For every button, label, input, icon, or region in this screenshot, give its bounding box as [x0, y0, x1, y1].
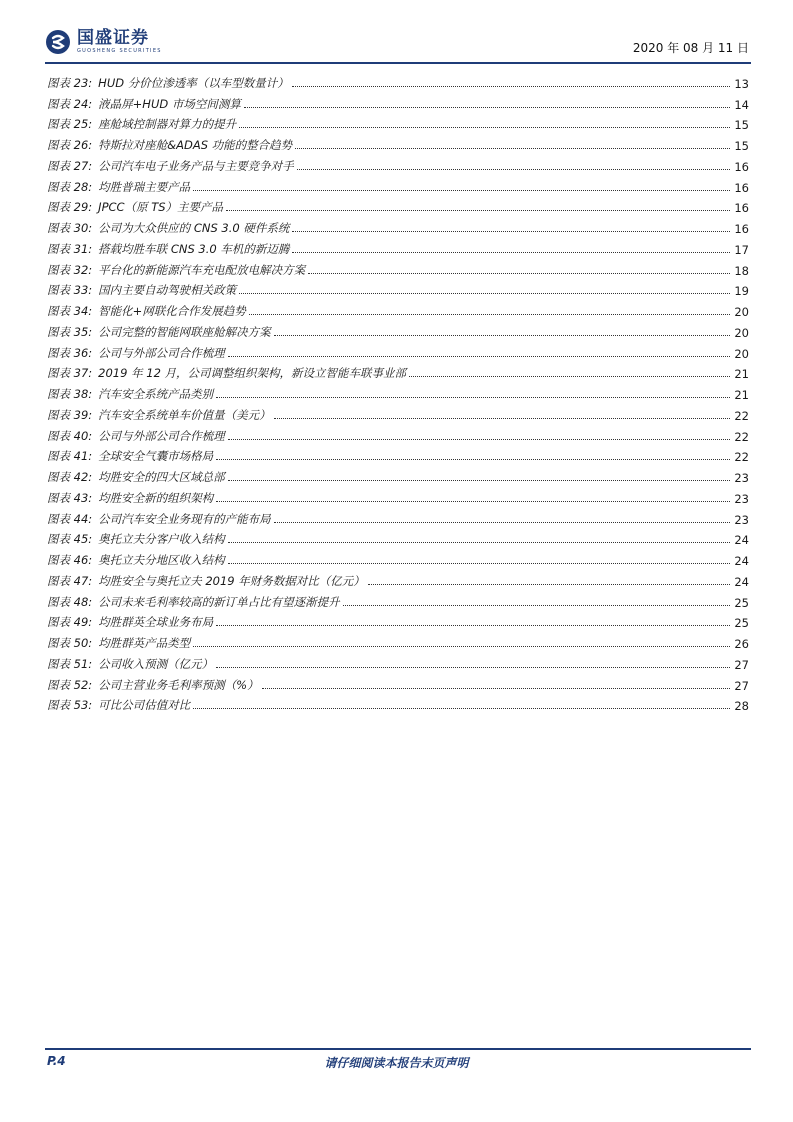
- toc-leader-dots: [292, 252, 730, 253]
- toc-entry[interactable]: [47, 568, 749, 589]
- toc-entry-title: 均胜群英全球业务布局: [98, 615, 214, 630]
- toc-entry[interactable]: [47, 381, 749, 402]
- toc-leader-dots: [297, 169, 730, 170]
- toc-entry-title: 液晶屏+HUD 市场空间测算: [98, 96, 241, 111]
- toc-entry-title: 2019 年 12 月，公司调整组织架构，新设立智能车联事业部: [98, 366, 407, 381]
- toc-entry-title: 汽车安全系统产品类别: [98, 387, 214, 401]
- company-name-en: GUOSHENG SECURITIES: [77, 48, 162, 54]
- toc-entry-title: 可比公司估值对比: [98, 698, 191, 713]
- toc-leader-dots: [409, 376, 730, 377]
- toc-leader-dots: [216, 667, 730, 668]
- toc-leader-dots: [343, 605, 730, 606]
- disclaimer-note: 请仔细阅读本报告末页声明: [324, 1056, 469, 1070]
- toc-leader-dots: [274, 335, 730, 336]
- toc-entry-label: 图表 42:: [47, 470, 93, 484]
- toc-entry-page: 18: [734, 263, 749, 278]
- toc-leader-dots: [368, 584, 730, 585]
- toc-entry[interactable]: [47, 257, 749, 278]
- toc-entry[interactable]: [47, 423, 749, 444]
- toc-entry-page: 16: [734, 222, 749, 236]
- toc-entry-page: 23: [734, 512, 749, 527]
- toc-entry-page: 24: [734, 533, 749, 548]
- toc-entry-page: 16: [734, 201, 749, 216]
- toc-entry-title: 国内主要自动驾驶相关政策: [98, 283, 237, 298]
- toc-entry-title: 均胜普瑞主要产品: [98, 179, 191, 194]
- toc-entry-title: 公司收入预测（亿元）: [98, 656, 214, 671]
- toc-entry-label: 图表 40:: [47, 428, 93, 443]
- header-divider: [45, 62, 751, 64]
- report-date: 2020 年 08 月 11 日: [632, 41, 749, 55]
- toc-leader-dots: [193, 708, 730, 709]
- toc-entry[interactable]: [47, 195, 749, 216]
- toc-leader-dots: [239, 293, 730, 294]
- toc-entry-page: 20: [734, 325, 749, 340]
- toc-leader-dots: [295, 148, 730, 149]
- footer-divider: [45, 1048, 751, 1050]
- toc-entry-title: 公司未来毛利率较高的新订单占比有望逐渐提升: [98, 594, 340, 609]
- toc-entry-page: 25: [734, 616, 749, 631]
- toc-entry-page: 26: [734, 637, 749, 651]
- toc-entry[interactable]: [47, 672, 749, 693]
- toc-leader-dots: [262, 688, 730, 689]
- toc-entry-title: 公司为大众供应的 CNS 3.0 硬件系统: [98, 221, 290, 235]
- toc-entry[interactable]: [47, 547, 749, 568]
- toc-entry[interactable]: [47, 444, 749, 465]
- toc-entry-page: 25: [734, 595, 749, 610]
- toc-entry-label: 图表 44:: [47, 511, 93, 526]
- toc-leader-dots: [228, 563, 730, 564]
- toc-entry-title: 搭载均胜车联 CNS 3.0 车机的新迈腾: [98, 241, 290, 256]
- toc-entry-title: 公司与外部公司合作梳理: [98, 345, 225, 360]
- toc-entry-page: 21: [734, 367, 749, 382]
- toc-entry[interactable]: [47, 112, 749, 133]
- toc-entry-page: 14: [734, 97, 749, 112]
- toc-entry-title: 奥托立夫分地区收入结构: [98, 553, 225, 567]
- toc-entry[interactable]: [47, 215, 749, 236]
- toc-entry[interactable]: [47, 464, 749, 485]
- toc-entry-title: 均胜群英产品类型: [98, 636, 191, 650]
- toc-entry-title: 公司主营业务毛利率预测（%）: [98, 677, 259, 692]
- toc-entry-title: HUD 分价位渗透率（以车型数量计）: [98, 75, 289, 90]
- toc-entry[interactable]: [47, 174, 749, 195]
- toc-entry-title: 公司与外部公司合作梳理: [98, 428, 225, 443]
- toc-entry-page: 20: [734, 305, 749, 319]
- toc-entry[interactable]: [47, 651, 749, 672]
- toc-leader-dots: [249, 314, 730, 315]
- toc-entry-page: 22: [734, 450, 749, 465]
- toc-entry-page: 27: [734, 678, 749, 693]
- toc-entry-label: 图表 26:: [47, 138, 93, 152]
- company-logo: [45, 22, 162, 62]
- toc-entry-page: 21: [734, 388, 749, 402]
- toc-leader-dots: [216, 459, 730, 460]
- toc-leader-dots: [228, 356, 730, 357]
- toc-entry-label: 图表 24:: [47, 96, 93, 111]
- toc-entry[interactable]: [47, 485, 749, 506]
- toc-leader-dots: [274, 522, 730, 523]
- toc-leader-dots: [193, 190, 730, 191]
- toc-entry-label: 图表 32:: [47, 262, 93, 277]
- toc-entry-label: 图表 51:: [47, 656, 93, 671]
- company-name-cn: 国盛证券: [77, 28, 149, 48]
- toc-entry-label: 图表 43:: [47, 490, 93, 505]
- toc-leader-dots: [228, 480, 730, 481]
- toc-entry[interactable]: [47, 91, 749, 112]
- toc-entry-label: 图表 53:: [47, 698, 93, 713]
- toc-entry-label: 图表 36:: [47, 345, 93, 360]
- toc-entry-title: 特斯拉对座舱&ADAS 功能的整合趋势: [98, 138, 293, 152]
- toc-entry-page: 15: [734, 139, 749, 153]
- toc-entry-page: 28: [734, 699, 749, 714]
- toc-entry-label: 图表 34:: [47, 304, 93, 318]
- toc-entry[interactable]: [47, 630, 749, 651]
- toc-entry-title: 均胜安全的四大区域总部: [98, 470, 225, 484]
- toc-entry-label: 图表 41:: [47, 449, 93, 464]
- toc-entry[interactable]: [47, 236, 749, 257]
- toc-leader-dots: [228, 542, 730, 543]
- toc-entry-title: 均胜安全与奥托立夫 2019 年财务数据对比（亿元）: [98, 573, 365, 588]
- toc-entry[interactable]: [47, 319, 749, 340]
- toc-entry[interactable]: [47, 153, 749, 174]
- toc-leader-dots: [292, 231, 730, 232]
- toc-entry-title: 奥托立夫分客户收入结构: [98, 532, 225, 547]
- toc-leader-dots: [274, 418, 730, 419]
- toc-entry-label: 图表 52:: [47, 677, 93, 692]
- toc-entry-label: 图表 33:: [47, 283, 93, 298]
- toc-entry-label: 图表 45:: [47, 532, 93, 547]
- toc-entry[interactable]: [47, 610, 749, 631]
- toc-entry-label: 图表 49:: [47, 615, 93, 630]
- toc-entry-page: 19: [734, 284, 749, 299]
- toc-entry-page: 13: [734, 76, 749, 91]
- toc-entry-page: 16: [734, 180, 749, 195]
- toc-entry-title: 座舱域控制器对算力的提升: [98, 117, 237, 132]
- toc-entry-title: 汽车安全系统单车价值量（美元）: [98, 407, 271, 422]
- page-header: [45, 20, 751, 62]
- toc-entry[interactable]: [47, 506, 749, 527]
- toc-entry-label: 图表 48:: [47, 594, 93, 609]
- toc-entry-page: 23: [734, 491, 749, 506]
- toc-entry-page: 23: [734, 471, 749, 485]
- toc-entry[interactable]: [47, 589, 749, 610]
- toc-entry-label: 图表 28:: [47, 179, 93, 194]
- toc-entry-page: 20: [734, 346, 749, 361]
- toc-leader-dots: [193, 646, 730, 647]
- toc-entry-label: 图表 31:: [47, 241, 93, 256]
- toc-entry-label: 图表 25:: [47, 117, 93, 132]
- toc-entry-page: 22: [734, 429, 749, 444]
- toc-entry[interactable]: [47, 340, 749, 361]
- toc-entry-title: 公司完整的智能网联座舱解决方案: [98, 324, 271, 339]
- page-number: P.4: [47, 1054, 66, 1068]
- toc-leader-dots: [216, 501, 730, 502]
- toc-entry-label: 图表 27:: [47, 158, 93, 173]
- toc-entry[interactable]: [47, 70, 749, 91]
- toc-entry-label: 图表 37:: [47, 366, 93, 381]
- toc-entry-label: 图表 30:: [47, 221, 93, 235]
- toc-entry-title: 智能化+网联化合作发展趋势: [98, 304, 246, 318]
- toc-entry-label: 图表 23:: [47, 75, 93, 90]
- toc-entry-page: 15: [734, 118, 749, 133]
- toc-entry[interactable]: [47, 298, 749, 319]
- toc-leader-dots: [216, 397, 730, 398]
- toc-entry-title: 公司汽车电子业务产品与主要竞争对手: [98, 158, 294, 173]
- toc-entry-title: 平台化的新能源汽车充电配放电解决方案: [98, 262, 306, 277]
- toc-entry-page: 24: [734, 574, 749, 589]
- toc-entry[interactable]: [47, 361, 749, 382]
- toc-entry-label: 图表 39:: [47, 407, 93, 422]
- toc-entry-title: JPCC（原 TS）主要产品: [98, 200, 224, 215]
- toc-entry-title: 全球安全气囊市场格局: [98, 449, 214, 464]
- toc-leader-dots: [308, 273, 730, 274]
- toc-leader-dots: [239, 127, 730, 128]
- toc-entry-label: 图表 47:: [47, 573, 93, 588]
- toc-leader-dots: [292, 86, 730, 87]
- figure-table-of-contents: [47, 70, 749, 713]
- toc-leader-dots: [228, 439, 730, 440]
- toc-entry-label: 图表 29:: [47, 200, 93, 215]
- toc-entry-page: 27: [734, 657, 749, 672]
- toc-entry-label: 图表 35:: [47, 324, 93, 339]
- toc-entry[interactable]: [47, 527, 749, 548]
- toc-leader-dots: [226, 210, 730, 211]
- toc-leader-dots: [216, 625, 730, 626]
- guosheng-logo-icon: [45, 29, 71, 55]
- toc-entry-page: 24: [734, 554, 749, 568]
- toc-entry[interactable]: [47, 402, 749, 423]
- toc-entry[interactable]: [47, 693, 749, 714]
- toc-entry-page: 16: [734, 159, 749, 174]
- toc-entry[interactable]: [47, 132, 749, 153]
- toc-entry-page: 17: [734, 242, 749, 257]
- toc-entry-title: 均胜安全新的组织架构: [98, 490, 214, 505]
- toc-entry-title: 公司汽车安全业务现有的产能布局: [98, 511, 271, 526]
- toc-entry[interactable]: [47, 278, 749, 299]
- toc-leader-dots: [244, 107, 730, 108]
- toc-entry-label: 图表 50:: [47, 636, 93, 650]
- toc-entry-page: 22: [734, 408, 749, 423]
- toc-entry-label: 图表 46:: [47, 553, 93, 567]
- toc-entry-label: 图表 38:: [47, 387, 93, 401]
